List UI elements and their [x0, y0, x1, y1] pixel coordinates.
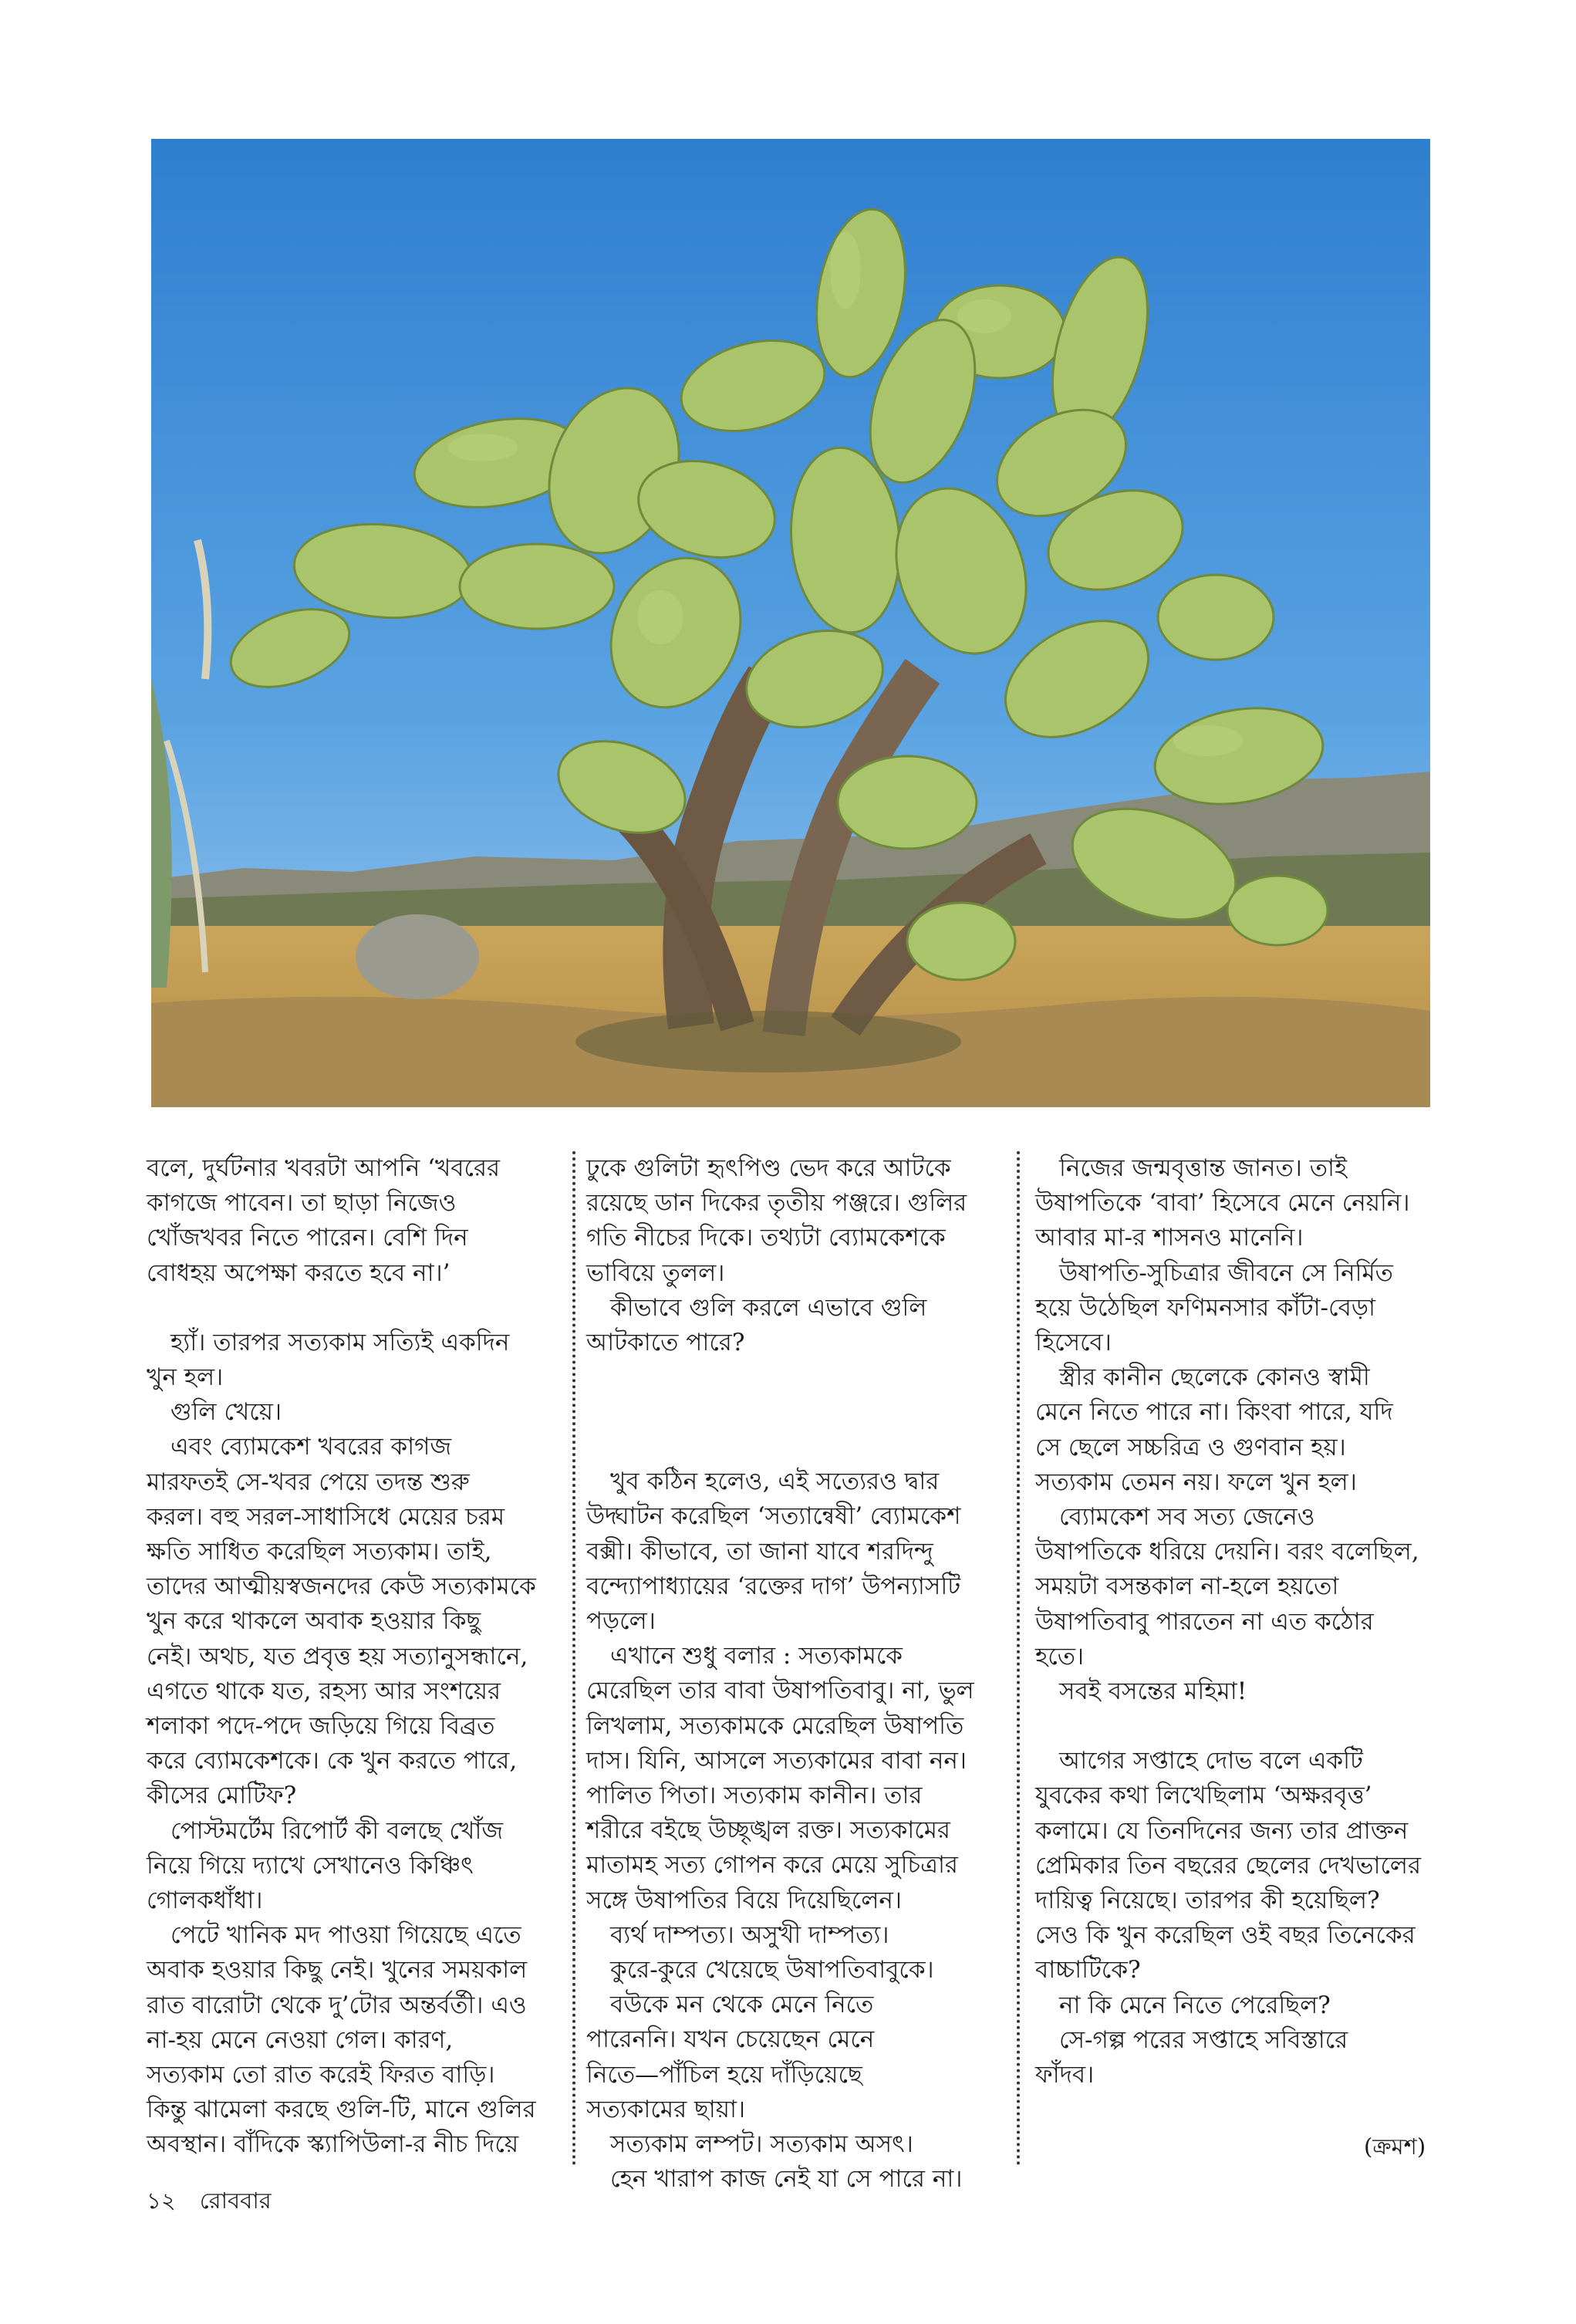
text-line: যুবকের কথা লিখেছিলাম ‘অক্ষরবৃত্ত’	[1035, 1782, 1372, 1810]
text-line: এবং ব্যোমকেশ খবরের কাগজ	[147, 1433, 452, 1461]
text-line: পড়লে।	[586, 1607, 656, 1636]
magazine-name: রোববার	[199, 2187, 272, 2214]
text-line: ফাঁদব।	[1035, 2061, 1095, 2089]
text-line: লিখলাম, সত্যকামকে মেরেছিল উষাপতি	[586, 1711, 964, 1740]
text-line: বলে, দুর্ঘটনার খবরটা আপনি ‘খবরের	[147, 1154, 501, 1182]
text-line: এগতে থাকে যত, রহস্য আর সংশয়ের	[147, 1677, 501, 1705]
column-divider	[1017, 1151, 1020, 2166]
text-line: সে-গল্প পরের সপ্তাহে সবিস্তারে	[1035, 2025, 1348, 2054]
text-line: নিতে—পাঁচিল হয়ে দাঁড়িয়েছে	[586, 2060, 862, 2089]
text-line: খুন করে থাকলে অবাক হওয়ার কিছু	[147, 1607, 481, 1636]
text-line: হয়ে উঠেছিল ফণিমনসার কাঁটা-বেড়া	[1035, 1293, 1375, 1322]
column-divider	[572, 1151, 575, 2166]
text-line: সে ছেলে সচ্চরিত্র ও গুণবান হয়।	[1035, 1433, 1346, 1461]
text-line: সময়টা বসন্তকাল না-হলে হয়তো	[1035, 1572, 1339, 1601]
text-line: না-হয় মেনে নেওয়া গেল। কারণ,	[147, 2025, 454, 2054]
page-number: ১২	[147, 2187, 176, 2214]
text-line: স্ত্রীর কানীন ছেলেকে কোনও স্বামী	[1035, 1363, 1370, 1392]
text-line: সত্যকাম তো রাত করেই ফিরত বাড়ি।	[147, 2061, 495, 2089]
text-line: হেন খারাপ কাজ নেই যা সে পারে না।	[586, 2165, 963, 2194]
text-line: রাত বারোটা থেকে দু’টোর অন্তর্বর্তী। এও	[147, 1991, 527, 2019]
text-line: শলাকা পদে-পদে জড়িয়ে গিয়ে বিব্রত	[147, 1712, 495, 1741]
text-line: আবার মা-র শাসনও মানেনি।	[1035, 1224, 1304, 1252]
text-line: বাচ্চাটিকে?	[1035, 1956, 1141, 1985]
text-line: গোলকধাঁধা।	[147, 1887, 263, 1915]
text-column-1	[147, 1151, 552, 2163]
text-line: নেই। অথচ, যত প্রবৃত্ত হয় সত্যানুসন্ধানে,	[147, 1642, 528, 1670]
text-line: পেটে খানিক মদ পাওয়া গিয়েছে এতে	[147, 1921, 521, 1950]
text-line: উষাপতি-সুচিত্রার জীবনে সে নির্মিত	[1035, 1258, 1393, 1287]
text-line: ব্যর্থ দাম্পত্য। অসুখী দাম্পত্য।	[586, 1920, 889, 1949]
text-column-3	[1035, 1151, 1440, 2093]
text-line: ভাবিয়ে তুলল।	[586, 1258, 725, 1287]
text-line: রয়েছে ডান দিকের তৃতীয় পঞ্জরে। গুলির	[586, 1189, 967, 1218]
text-line	[1035, 1709, 1440, 1744]
text-line: বউকে মন থেকে মেনে নিতে	[586, 1991, 874, 2019]
text-line	[586, 1360, 991, 1464]
text-line: না কি মেনে নিতে পেরেছিল?	[1035, 1991, 1331, 2019]
text-line: সবই বসন্তের মহিমা!	[1035, 1677, 1247, 1706]
text-line: অবস্থান। বাঁদিকে স্ক্যাপিউলা-র নীচ দিয়ে	[147, 2130, 519, 2159]
text-line: দাস। যিনি, আসলে সত্যকামের বাবা নন।	[586, 1746, 967, 1775]
text-line: বোধহয় অপেক্ষা করতে হবে না।’	[147, 1258, 451, 1287]
text-line: মারফতই সে-খবর পেয়ে তদন্ত শুরু	[147, 1468, 470, 1496]
text-line: গুলি খেয়ে।	[147, 1398, 282, 1427]
continued-note: (ক্রমশ)	[1364, 2133, 1426, 2160]
text-line: কুরে-কুরে খেয়েছে উষাপতিবাবুকে।	[586, 1956, 934, 1985]
text-line: মেনে নিতে পারে না। কিংবা পারে, যদি	[1035, 1398, 1393, 1427]
text-line: করল। বহু সরল-সাধাসিধে মেয়ের চরম	[147, 1502, 505, 1531]
text-line: তাদের আত্মীয়স্বজনদের কেউ সত্যকামকে	[147, 1572, 536, 1601]
text-line: পোস্টমর্টেম রিপোর্ট কী বলছে খোঁজ	[147, 1816, 504, 1845]
text-line: উষাপতিকে ‘বাবা’ হিসেবে মেনে নেয়নি।	[1035, 1189, 1410, 1218]
text-line: ঢুকে গুলিটা হৃৎপিণ্ড ভেদ করে আটকে	[586, 1154, 951, 1182]
text-line: সঙ্গে উষাপতির বিয়ে দিয়েছিলেন।	[586, 1886, 903, 1914]
text-line: গতি নীচের দিকে। তথ্যটা ব্যোমকেশকে	[586, 1224, 946, 1252]
text-line: হ্যাঁ। তারপর সত্যকাম সত্যিই একদিন	[147, 1328, 510, 1356]
text-line: সত্যকাম তেমন নয়। ফলে খুন হল।	[1035, 1468, 1357, 1496]
page-footer	[147, 2184, 272, 2221]
text-line: কাগজে পাবেন। তা ছাড়া নিজেও	[147, 1189, 457, 1218]
text-line: পারেননি। যখন চেয়েছেন মেনে	[586, 2025, 875, 2054]
text-line: হিসেবে।	[1035, 1329, 1112, 1357]
text-line: উষাপতিকে ধরিয়ে দেয়নি। বরং বলেছিল,	[1035, 1538, 1419, 1566]
text-line: মাতামহ সত্য গোপন করে মেয়ে সুচিত্রার	[586, 1851, 958, 1880]
text-line: সত্যকামের ছায়া।	[586, 2095, 746, 2123]
text-line: বক্সী। কীভাবে, তা জানা যাবে শরদিন্দু	[586, 1537, 933, 1566]
text-line: উদ্ঘাটন করেছিল ‘সত্যান্বেষী’ ব্যোমকেশ	[586, 1502, 961, 1531]
text-line: পালিত পিতা। সত্যকাম কানীন। তার	[586, 1782, 923, 1810]
text-line: ক্ষতি সাধিত করেছিল সত্যকাম। তাই,	[147, 1538, 492, 1566]
text-line: আগের সপ্তাহে দোভ বলে একটি	[1035, 1747, 1363, 1775]
text-line: নিজের জন্মবৃত্তান্ত জানত। তাই	[1035, 1154, 1348, 1182]
text-line: মেরেছিল তার বাবা উষাপতিবাবু। না, ভুল	[586, 1677, 974, 1705]
text-line: শরীরে বইছে উচ্ছৃঙ্খল রক্ত। সত্যকামের	[586, 1816, 950, 1845]
text-line: উষাপতিবাবু পারতেন না এত কঠোর	[1035, 1607, 1374, 1636]
text-line: কীভাবে গুলি করলে এভাবে গুলি	[586, 1293, 927, 1322]
text-line: খোঁজখবর নিতে পারেন। বেশি দিন	[147, 1224, 468, 1252]
text-line: খুব কঠিন হলেও, এই সত্যেরও দ্বার	[586, 1468, 940, 1496]
text-line: প্রেমিকার তিন বছরের ছেলের দেখভালের	[1035, 1851, 1422, 1880]
text-line: দায়িত্ব নিয়েছে। তারপর কী হয়েছিল?	[1035, 1887, 1380, 1915]
text-line	[147, 1291, 552, 1326]
text-line: আটকাতে পারে?	[586, 1329, 745, 1357]
text-line: এখানে শুধু বলার : সত্যকামকে	[586, 1642, 903, 1670]
text-line: হতে।	[1035, 1642, 1085, 1670]
text-line: সেও কি খুন করেছিল ওই বছর তিনেকের	[1035, 1921, 1416, 1950]
text-line: কীসের মোটিফ?	[147, 1782, 297, 1810]
text-line: অবাক হওয়ার কিছু নেই। খুনের সময়কাল	[147, 1956, 528, 1985]
text-line: নিয়ে গিয়ে দ্যাখে সেখানেও কিঞ্চিৎ	[147, 1851, 474, 1880]
text-line: সত্যকাম লম্পট। সত্যকাম অসৎ।	[586, 2130, 913, 2159]
text-line: কলামে। যে তিনদিনের জন্য তার প্রাক্তন	[1035, 1816, 1409, 1845]
text-line: করে ব্যোমকেশকে। কে খুন করতে পারে,	[147, 1747, 518, 1775]
text-line: খুন হল।	[147, 1363, 224, 1392]
cactus-photo	[151, 139, 1430, 1107]
text-line: বন্দ্যোপাধ্যায়ের ‘রক্তের দাগ’ উপন্যাসটি	[586, 1572, 961, 1600]
text-column-2	[586, 1151, 991, 2197]
text-line: কিন্তু ঝামেলা করছে গুলি-টি, মানে গুলির	[147, 2096, 536, 2124]
text-line: ব্যোমকেশ সব সত্য জেনেও	[1035, 1503, 1315, 1532]
